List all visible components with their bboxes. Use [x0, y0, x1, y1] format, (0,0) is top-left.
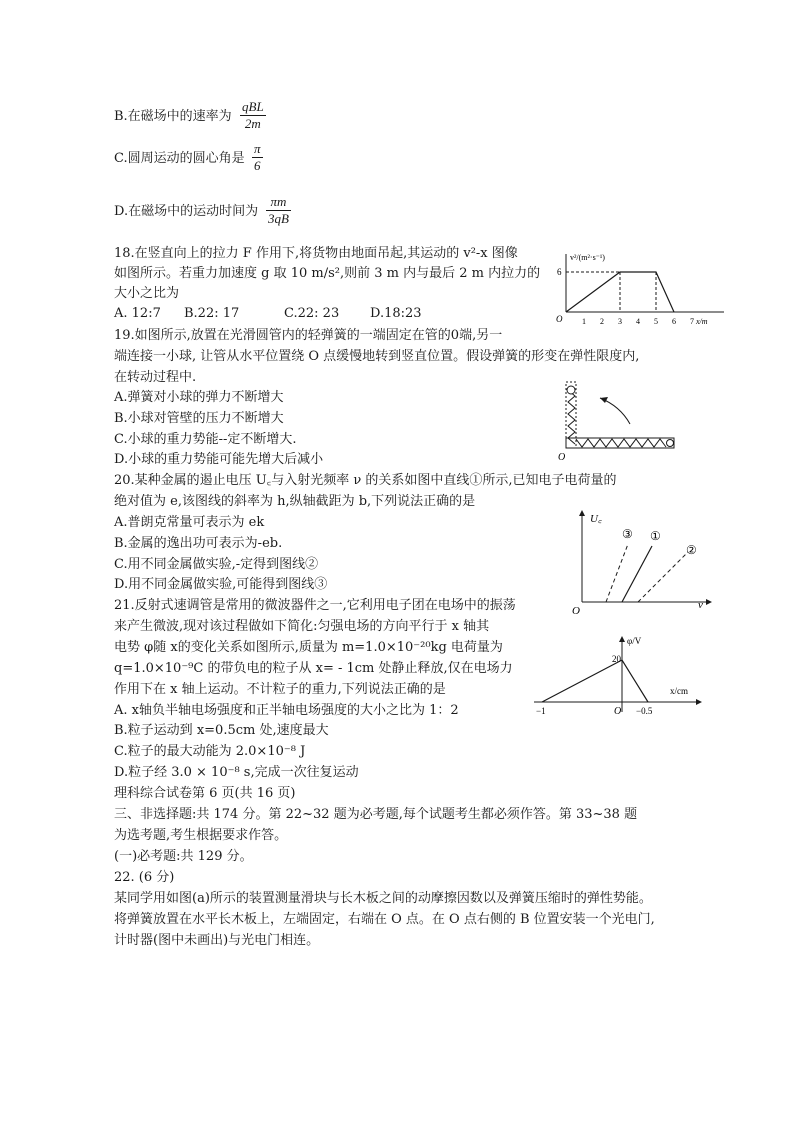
arrow-head-icon: [579, 510, 585, 516]
q17-option-c-fraction: [252, 141, 263, 174]
fraction-denominator: 3qB: [268, 211, 289, 226]
q18-stem-line: 如图所示。若重力加速度 g 取 10 m/s²,则前 3 m 内与最后 2 m 内拉力的: [114, 266, 541, 281]
pivot-label: O: [558, 452, 566, 463]
q20-stem-line: 绝对值为 e,该图线的斜率为 h,纵轴截距为 b,下列说法正确的是: [114, 494, 476, 509]
q20-uc-nu-graph: [566, 506, 716, 618]
q18-option-c: C.22: 23: [284, 306, 340, 321]
x-tick-label: 7: [690, 317, 694, 326]
q21-stem-line: 电势 φ随 x的变化关系如图所示,质量为 m=1.0×10⁻²⁰kg 电荷量为: [114, 640, 503, 655]
y-axis-label: U꜀: [590, 513, 602, 525]
fraction-denominator: 2m: [244, 116, 261, 131]
horizontal-spring: [576, 439, 666, 447]
section-header-line: 为选考题,考生根据要求作答。: [114, 828, 288, 843]
section-subheader: (一)必考题:共 129 分。: [114, 849, 253, 864]
potential-curve: [542, 660, 648, 702]
arrow-head-icon: [619, 636, 625, 642]
q18-v2-x-graph: [552, 250, 727, 332]
origin-label: O: [556, 314, 563, 324]
y-axis-label: φ/V: [627, 636, 642, 646]
x-tick-label: 5: [654, 317, 658, 326]
q17-option-c-label: C.圆周运动的圆心角是: [114, 151, 245, 166]
q20-option-b: B.金属的逸出功可表示为-eb.: [114, 536, 283, 551]
fraction-numerator: πm: [266, 194, 291, 211]
arrow-head-icon: [706, 599, 712, 605]
q18-stem-line: 大小之比为: [114, 286, 180, 301]
q19-tube-spring-figure: [558, 376, 678, 466]
q18-option-b: B.22: 17: [184, 306, 240, 321]
q21-phi-x-graph: [528, 632, 710, 716]
q20-stem-line: 20.某种金属的遏止电压 U꜀与入射光频率 ν 的关系如图中直线①所示,已知电子电荷量的: [114, 473, 617, 488]
ball: [567, 386, 575, 394]
q19-stem-line: 端连接一小球, 让管从水平位置绕 O 点缓慢地转到竖直位置。假设弹簧的形变在弹性限度内,: [114, 349, 640, 364]
line-2-label: ②: [686, 543, 697, 557]
x-axis-label: x/m: [696, 317, 708, 326]
q17-option-b-fraction: [240, 99, 266, 132]
peak-label: 20: [612, 654, 621, 664]
q17-option-d-fraction: [266, 194, 291, 227]
line-1: [622, 546, 652, 602]
line-1-label: ①: [650, 529, 661, 543]
q19-option-a: A.弹簧对小球的弹力不断增大: [114, 390, 284, 405]
arrow-head-icon: [600, 397, 608, 403]
line-3: [606, 544, 628, 602]
q20-option-c: C.用不同金属做实验,-定得到图线②: [114, 557, 319, 572]
q18-option-d: D.18:23: [370, 306, 422, 321]
y-tick-label: 6: [557, 267, 562, 277]
x-axis-label: ν: [698, 599, 703, 611]
q21-option-c: C.粒子的最大动能为 2.0×10⁻⁸ J: [114, 744, 306, 759]
page-footer: 理科综合试卷第 6 页(共 16 页): [114, 786, 296, 801]
q21-stem-line: 21.反射式速调管是常用的微波器件之一,它利用电子团在电场中的振荡: [114, 598, 516, 613]
origin-label: O: [614, 706, 622, 716]
q21-option-a: A. x轴负半轴电场强度和正半轴电场强度的大小之比为 1：2: [114, 703, 459, 718]
x-tick-label: 2: [600, 317, 604, 326]
x-axis-label: x/cm: [670, 686, 688, 696]
q21-stem-line: q=1.0×10⁻⁹C 的带负电的粒子从 x= - 1cm 处静止释放,仅在电场力: [114, 661, 513, 676]
q19-option-d: D.小球的重力势能可能先增大后减小: [114, 452, 324, 467]
q18-options: [114, 305, 422, 323]
q22-stem-line: 计时器(图中未画出)与光电门相连。: [114, 933, 320, 948]
arrow-head-icon: [696, 699, 702, 705]
x-tick-label: 3: [618, 317, 622, 326]
q21-option-d: D.粒子经 3.0 × 10⁻⁸ s,完成一次往复运动: [114, 765, 359, 780]
line-3-label: ③: [622, 527, 633, 541]
q22-header: 22. (6 分): [114, 870, 175, 885]
vertical-spring: [568, 390, 575, 444]
q22-stem-line: 将弹簧放置在水平长木板上，左端固定，右端在 O 点。在 O 点右侧的 B 位置安装一个光电门,: [114, 912, 655, 927]
x-tick-label: −1: [536, 706, 546, 716]
q20-option-a: A.普朗克常量可表示为 ek: [114, 515, 265, 530]
q18-stem-line: 18.在竖直向上的拉力 F 作用下,将货物由地面吊起,其运动的 v²-x 图像: [114, 246, 518, 261]
x-tick-label: 6: [672, 317, 676, 326]
q21-option-b: B.粒子运动到 x=0.5cm 处,速度最大: [114, 723, 329, 738]
q21-stem-line: 来产生微波,现对该过程做如下简化:匀强电场的方向平行于 x 轴其: [114, 619, 490, 634]
ball: [667, 440, 674, 447]
q17-option-b: [114, 108, 232, 126]
q22-stem-line: 某同学用如图(a)所示的装置测量滑块与长木板之间的动摩擦因数以及弹簧压缩时的弹性势能。: [114, 891, 652, 906]
fraction-numerator: π: [254, 141, 261, 156]
q19-option-b: B.小球对管壁的压力不断增大: [114, 411, 284, 426]
fraction-denominator: 6: [254, 158, 261, 173]
x-tick-label: 4: [636, 317, 640, 326]
line-2: [638, 552, 688, 602]
q20-option-d: D.用不同金属做实验,可能得到图线③: [114, 577, 328, 592]
fraction-numerator: qBL: [242, 99, 264, 114]
q19-stem-line: 在转动过程中.: [114, 370, 197, 385]
q17-option-b-label: B.在磁场中的速率为: [114, 109, 232, 124]
x-tick-label: −0.5: [636, 706, 653, 716]
q17-option-c: [114, 150, 245, 168]
q18-option-a: A. 12:7: [114, 306, 161, 321]
x-tick-label: 1: [582, 317, 586, 326]
q17-option-d: [114, 203, 258, 221]
q21-stem-line: 作用下在 x 轴上运动。不计粒子的重力,下列说法正确的是: [114, 682, 446, 697]
y-axis-label: v²/(m²·s⁻¹): [570, 253, 605, 262]
q19-option-c: C.小球的重力势能--定不断增大.: [114, 432, 297, 447]
q17-option-d-label: D.在磁场中的运动时间为: [114, 204, 259, 219]
origin-label: O: [572, 605, 580, 617]
section-header-line: 三、非选择题:共 174 分。第 22~32 题为必考题,每个试题考生都必须作答。第 33~38 题: [114, 807, 638, 822]
q19-stem-line: 19.如图所示,放置在光滑圆管内的轻弹簧的一端固定在管的0端,另一: [114, 328, 503, 343]
